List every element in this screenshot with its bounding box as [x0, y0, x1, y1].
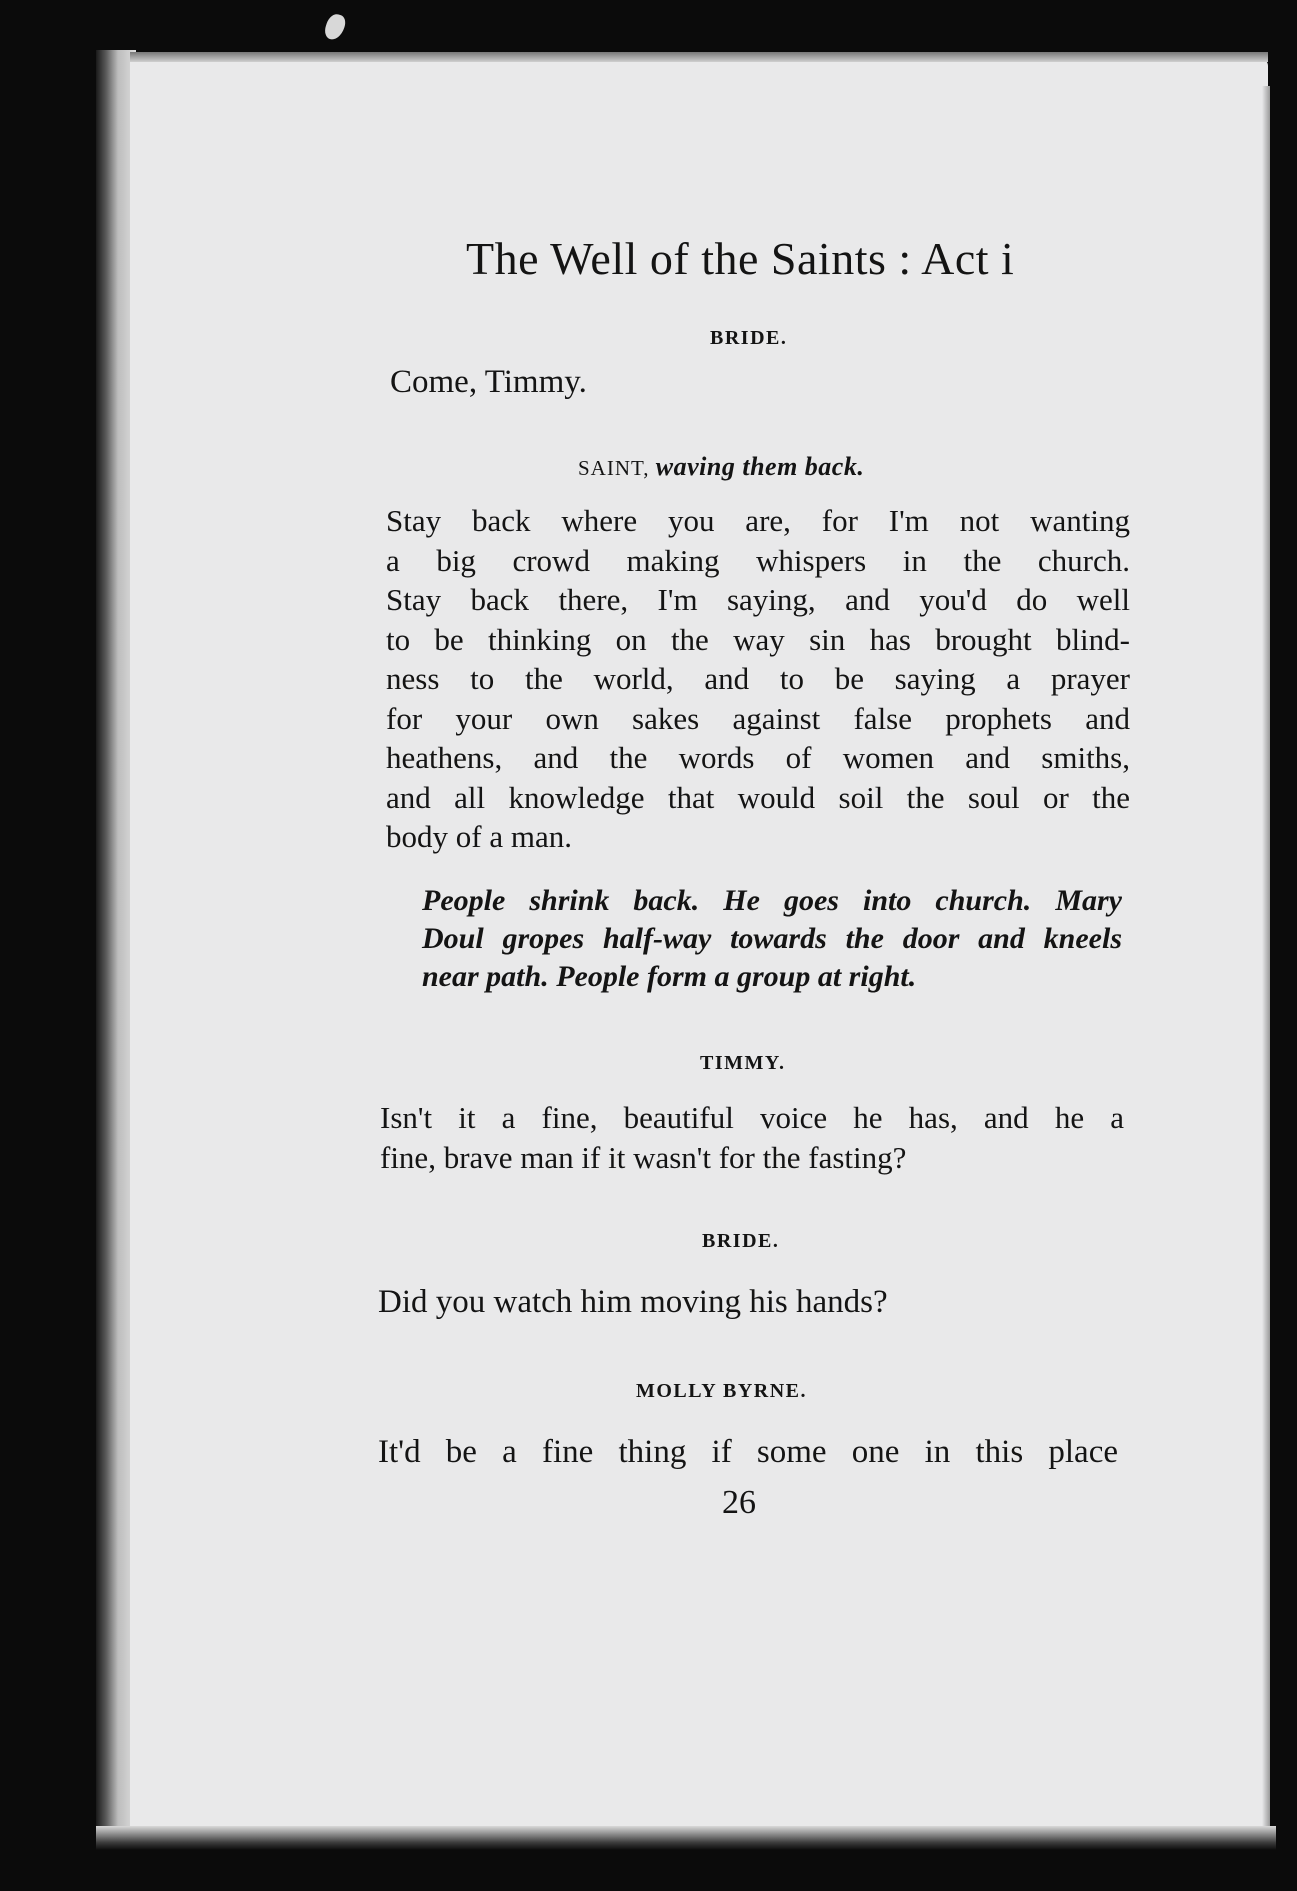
speech-bride-1: Come, Timmy.: [390, 364, 587, 400]
speech-line: heathens, and the words of women and smiths,: [386, 740, 1130, 775]
speech-line: a big crowd making whispers in the church.: [386, 542, 1130, 578]
speech-timmy: [380, 1098, 1124, 1177]
page-top-edge: [130, 52, 1268, 62]
speaker-bride-2: BRIDE.: [702, 1230, 780, 1252]
stage-line: near path. People form a group at right.: [422, 960, 917, 993]
speech-line: fine, brave man if it wasn't for the fasting?: [380, 1139, 907, 1175]
speech-line: to be thinking on the way sin has brought blind-: [386, 621, 1130, 657]
stage-line: Doul gropes half-way towards the door and kneels: [422, 922, 1122, 955]
speech-line: Isn't it a fine, beautiful voice he has, and he a: [380, 1100, 1124, 1135]
stage-direction: [422, 882, 1122, 996]
speech-line: and all knowledge that would soil the soul or the: [386, 779, 1130, 815]
speech-molly-byrne: It'd be a fine thing if some one in this place: [378, 1434, 1118, 1470]
speaker-molly-byrne: MOLLY BYRNE.: [636, 1380, 807, 1402]
running-head: The Well of the Saints : Act i: [466, 233, 1015, 284]
scan-right-border: [1270, 86, 1297, 1846]
speech-saint: [386, 501, 1130, 857]
page-bottom-edge: [96, 1826, 1276, 1850]
speaker-bride-1: BRIDE.: [710, 327, 788, 349]
speaker-saint-direction: waving them back.: [655, 452, 865, 481]
speech-line: body of a man.: [386, 819, 572, 854]
speech-bride-2: Did you watch him moving his hands?: [378, 1284, 888, 1320]
speaker-saint-name: SAINT,: [578, 456, 650, 480]
page-number: 26: [722, 1484, 756, 1521]
page-right-gutter: [1262, 86, 1270, 1846]
speech-line: Stay back there, I'm saying, and you'd do well: [386, 582, 1130, 617]
speech-line: ness to the world, and to be saying a prayer: [386, 661, 1130, 696]
speaker-timmy: TIMMY.: [700, 1052, 786, 1074]
speaker-saint: [578, 452, 864, 482]
stage-line: People shrink back. He goes into church. Mary: [422, 884, 1122, 917]
speech-line: Stay back where you are, for I'm not wanting: [386, 503, 1130, 538]
speech-line: for your own sakes against false prophets and: [386, 700, 1130, 736]
